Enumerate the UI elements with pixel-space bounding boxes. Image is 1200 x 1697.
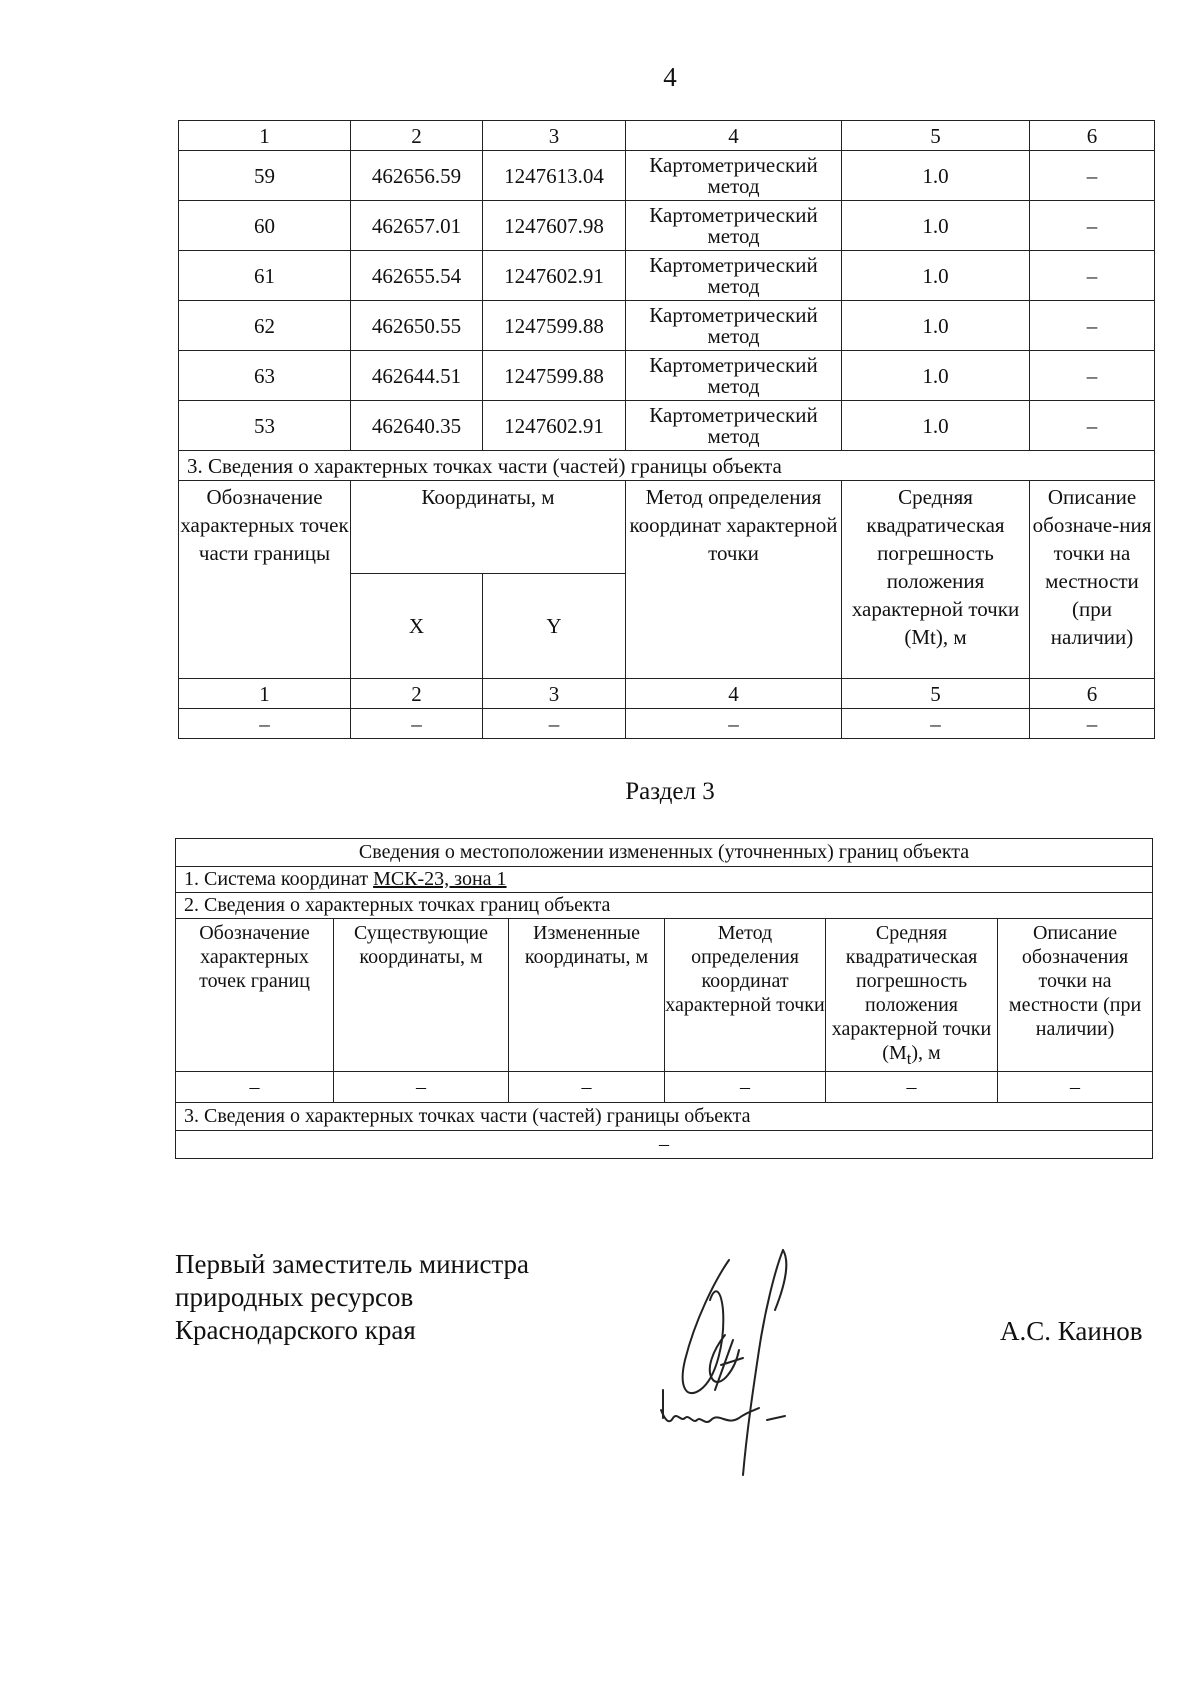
dash-cell: – [998, 1072, 1153, 1103]
column-number: 6 [1030, 679, 1155, 709]
description: – [1030, 301, 1155, 351]
error-value: 1.0 [842, 151, 1030, 201]
y-coordinate: 1247607.98 [483, 201, 626, 251]
point-id: 61 [179, 251, 351, 301]
table-row [179, 251, 1155, 301]
description: – [1030, 151, 1155, 201]
method: Картометрический метод [626, 251, 842, 301]
changed-coords-header: Измененные координаты, м [509, 919, 665, 1072]
table-row [179, 201, 1155, 251]
dash-cell: – [176, 1072, 334, 1103]
y-coordinate: 1247602.91 [483, 401, 626, 451]
y-coordinate: 1247613.04 [483, 151, 626, 201]
column-number: 3 [483, 679, 626, 709]
table-row [179, 301, 1155, 351]
error-header-text: Средняя квадратическая погрешность положения характерной точки (M [831, 922, 992, 1064]
error-value: 1.0 [842, 401, 1030, 451]
description: – [1030, 401, 1155, 451]
part-empty-row [176, 1131, 1153, 1159]
changed-boundaries-table [175, 838, 1153, 1159]
dash-cell: – [626, 709, 842, 739]
signatory-line: Первый заместитель министра [175, 1249, 530, 1279]
y-coordinate: 1247599.88 [483, 351, 626, 401]
x-coordinate: 462650.55 [351, 301, 483, 351]
column-header-row [176, 919, 1153, 1072]
point-id: 53 [179, 401, 351, 451]
method: Картометрический метод [626, 201, 842, 251]
designation-header: Обозначение характерных точек границ [176, 919, 334, 1072]
error-subscript: t [906, 1049, 912, 1068]
dash-cell: – [483, 709, 626, 739]
table-title: Сведения о местоположении измененных (уточненных) границ объекта [176, 839, 1153, 867]
header-number: 6 [1030, 121, 1155, 151]
method-header: Метод определения координат характерной точки [665, 919, 826, 1072]
header-number: 3 [483, 121, 626, 151]
x-coordinate: 462657.01 [351, 201, 483, 251]
y-coordinate: 1247599.88 [483, 301, 626, 351]
error-value: 1.0 [842, 201, 1030, 251]
points-title-row [176, 893, 1153, 919]
dash-cell: – [665, 1072, 826, 1103]
signatory-title [175, 1248, 529, 1347]
coord-system-row [176, 867, 1153, 893]
section-title: 3. Сведения о характерных точках части (частей) границы объекта [179, 451, 1155, 481]
page-number: 4 [663, 62, 677, 92]
signatory-name: А.С. Каинов [1000, 1316, 1143, 1346]
column-number: 4 [626, 679, 842, 709]
signatory-line: Краснодарского края [175, 1315, 416, 1345]
method-header: Метод определения координат характерной точки [626, 481, 842, 679]
point-id: 62 [179, 301, 351, 351]
description-header: Описание обозначе-ния точки на местности (при наличии) [1030, 481, 1155, 679]
column-number-row [179, 679, 1155, 709]
description-header: Описание обозначения точки на местности (при наличии) [998, 919, 1153, 1072]
description: – [1030, 201, 1155, 251]
description: – [1030, 251, 1155, 301]
table-row [179, 401, 1155, 451]
coord-system-value: МСК-23, зона 1 [373, 868, 507, 890]
error-header [826, 919, 998, 1072]
header-number: 2 [351, 121, 483, 151]
dash-cell: – [334, 1072, 509, 1103]
dash-cell: – [509, 1072, 665, 1103]
handwritten-signature [655, 1240, 815, 1480]
table-title-row [176, 839, 1153, 867]
error-value: 1.0 [842, 351, 1030, 401]
part-title: 3. Сведения о характерных точках части (частей) границы объекта [176, 1103, 1153, 1131]
description: – [1030, 351, 1155, 401]
method: Картометрический метод [626, 151, 842, 201]
empty-row [176, 1072, 1153, 1103]
error-suffix: ), м [911, 1042, 941, 1064]
dash-cell: – [176, 1131, 1153, 1159]
x-coordinate: 462655.54 [351, 251, 483, 301]
error-value: 1.0 [842, 301, 1030, 351]
designation-header: Обозначение характерных точек части границы [179, 481, 351, 679]
header-number: 5 [842, 121, 1030, 151]
error-value: 1.0 [842, 251, 1030, 301]
coord-system-label: 1. Система координат [184, 868, 374, 890]
point-id: 59 [179, 151, 351, 201]
error-header: Средняя квадратическая погрешность положения характерной точки (Mt), м [842, 481, 1030, 679]
coord-system [176, 867, 1153, 893]
column-number: 2 [351, 679, 483, 709]
table-row [179, 351, 1155, 401]
method: Картометрический метод [626, 401, 842, 451]
section-heading: Раздел 3 [625, 778, 715, 805]
part-title-row [176, 1103, 1153, 1131]
point-id: 60 [179, 201, 351, 251]
dash-cell: – [351, 709, 483, 739]
header-number: 1 [179, 121, 351, 151]
point-id: 63 [179, 351, 351, 401]
dash-cell: – [826, 1072, 998, 1103]
coords-header: Координаты, м [351, 481, 626, 574]
table-row [179, 151, 1155, 201]
y-coordinate: 1247602.91 [483, 251, 626, 301]
x-header: X [351, 574, 483, 679]
table-header-numbers [179, 121, 1155, 151]
method: Картометрический метод [626, 351, 842, 401]
section-row [179, 451, 1155, 481]
header-number: 4 [626, 121, 842, 151]
dash-cell: – [1030, 709, 1155, 739]
y-header: Y [483, 574, 626, 679]
x-coordinate: 462640.35 [351, 401, 483, 451]
column-number: 5 [842, 679, 1030, 709]
existing-coords-header: Существующие координаты, м [334, 919, 509, 1072]
points-title: 2. Сведения о характерных точках границ объекта [176, 893, 1153, 919]
dash-cell: – [179, 709, 351, 739]
empty-row [179, 709, 1155, 739]
column-number: 1 [179, 679, 351, 709]
x-coordinate: 462644.51 [351, 351, 483, 401]
x-coordinate: 462656.59 [351, 151, 483, 201]
signatory-line: природных ресурсов [175, 1282, 414, 1312]
dash-cell: – [842, 709, 1030, 739]
column-header-row [179, 481, 1155, 574]
method: Картометрический метод [626, 301, 842, 351]
coordinates-table [178, 120, 1155, 739]
